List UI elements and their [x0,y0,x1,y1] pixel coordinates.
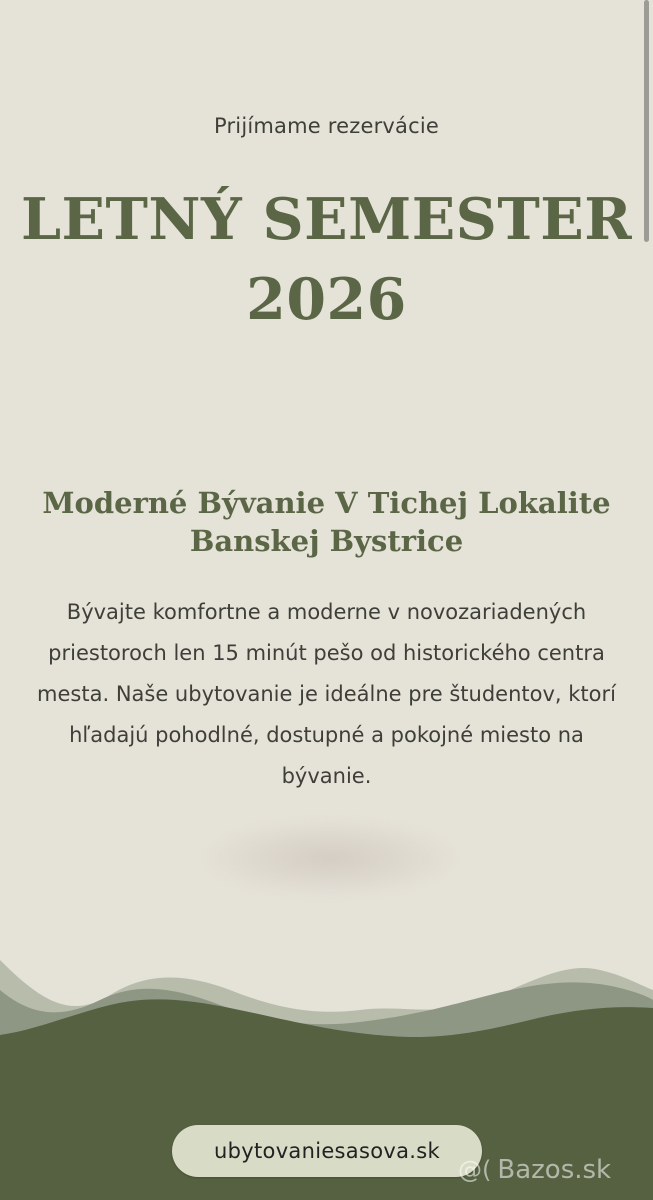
bazos-logo-icon: @( [458,1156,492,1184]
title-line-2: 2026 [246,266,407,333]
watermark-text: Bazos.sk [497,1155,612,1185]
reservation-kicker: Prijímame rezervácie [213,114,440,138]
url-bar[interactable]: ubytovaniesasova.sk [172,1125,482,1177]
section-heading: Moderné Bývanie V Tichej Lokalite Banskej Bystrice [42,486,611,558]
page-title [0,180,653,340]
bazos-watermark [458,1152,648,1188]
blurred-image [200,818,460,898]
intro-paragraph: Bývajte komfortne a moderne v novozariadených priestoroch len 15 minút pešo od historického centra mesta. Naše ubytovanie je ideálne pre študentov, ktorí hľadajú pohodlné, dostupné a pokojné miesto na bývanie. [37,600,616,788]
title-line-1: LETNÝ SEMESTER [20,186,633,253]
